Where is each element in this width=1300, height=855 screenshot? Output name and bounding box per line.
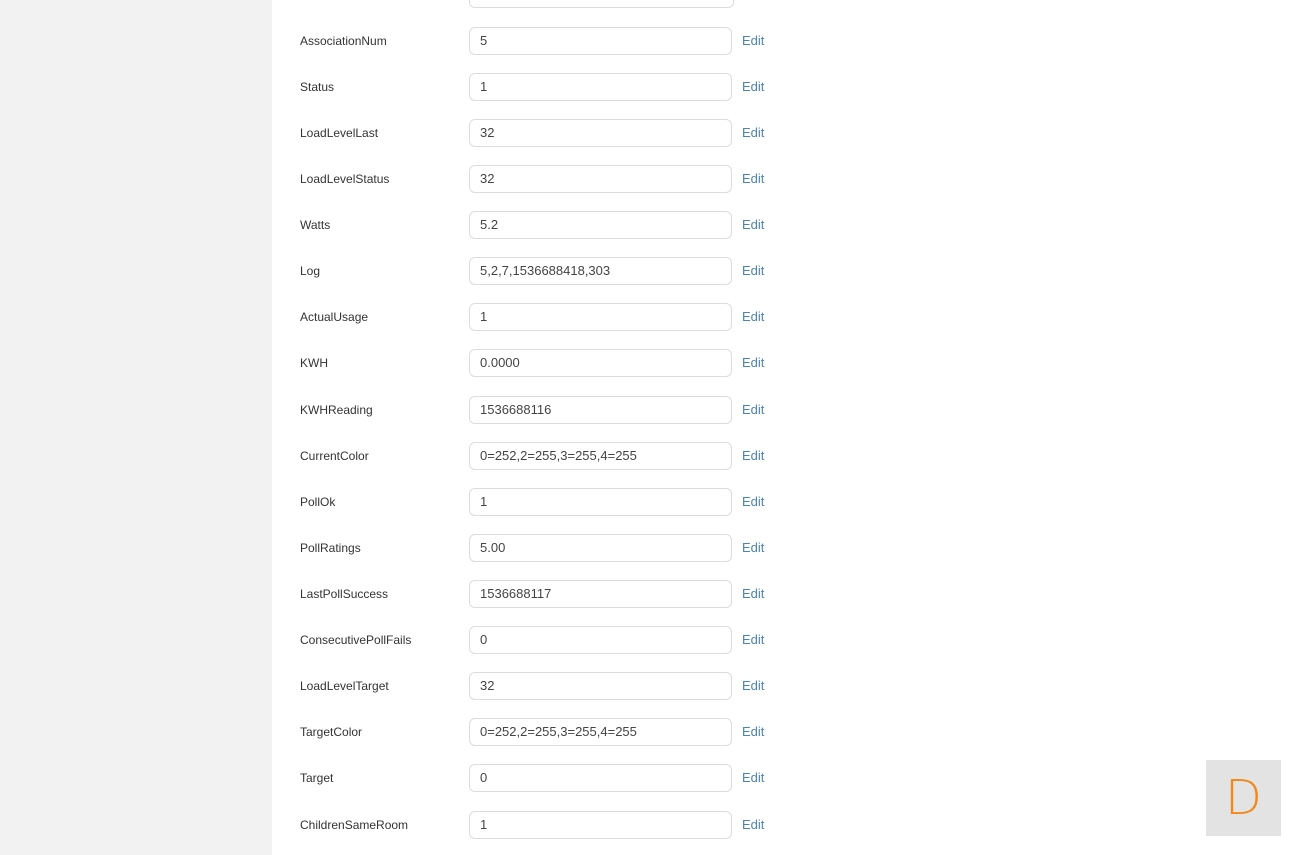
variable-value-input[interactable]: [469, 672, 732, 700]
variable-row: [300, 257, 780, 285]
variable-row: [300, 764, 780, 792]
variable-value-input[interactable]: [469, 626, 732, 654]
edit-link[interactable]: Edit: [742, 724, 765, 739]
d-logo-badge[interactable]: [1206, 760, 1281, 836]
variable-value-input[interactable]: [469, 580, 732, 608]
variable-label: Status: [300, 80, 335, 94]
variable-label: KWHReading: [300, 403, 373, 417]
partial-value-input[interactable]: [469, 0, 734, 8]
variable-row: [300, 396, 780, 424]
variable-value-input[interactable]: [469, 396, 732, 424]
variable-row: [300, 442, 780, 470]
variable-value-input[interactable]: [469, 119, 732, 147]
variable-label: LastPollSuccess: [300, 587, 389, 601]
variable-row: [300, 73, 780, 101]
edit-link[interactable]: Edit: [742, 263, 765, 278]
variable-label: Log: [300, 264, 321, 278]
edit-link[interactable]: Edit: [742, 217, 765, 232]
variable-value-input[interactable]: [469, 211, 732, 239]
d-logo-icon: D: [1225, 770, 1262, 826]
variable-label: LoadLevelStatus: [300, 172, 390, 186]
edit-link[interactable]: Edit: [742, 79, 765, 94]
variable-row: [300, 349, 780, 377]
edit-link[interactable]: Edit: [742, 540, 765, 555]
variable-label: ActualUsage: [300, 310, 369, 324]
variable-value-input[interactable]: [469, 718, 732, 746]
variable-row: [300, 27, 780, 55]
variable-value-input[interactable]: [469, 811, 732, 839]
variable-label: LoadLevelTarget: [300, 679, 389, 693]
variable-row: [300, 211, 780, 239]
variable-label: AssociationNum: [300, 34, 387, 48]
variable-value-input[interactable]: [469, 488, 732, 516]
edit-link[interactable]: Edit: [742, 448, 765, 463]
edit-link[interactable]: Edit: [742, 402, 765, 417]
variable-row: [300, 119, 780, 147]
edit-link[interactable]: Edit: [742, 586, 765, 601]
edit-link[interactable]: Edit: [742, 678, 765, 693]
variable-label: ChildrenSameRoom: [300, 818, 409, 832]
variable-label: ConsecutivePollFails: [300, 633, 412, 647]
variable-label: KWH: [300, 356, 328, 370]
variable-row: [300, 811, 780, 839]
variable-label: LoadLevelLast: [300, 126, 379, 140]
variable-row: [300, 165, 780, 193]
variable-row: [300, 534, 780, 562]
edit-link[interactable]: Edit: [742, 817, 765, 832]
edit-link[interactable]: Edit: [742, 171, 765, 186]
variable-label: Watts: [300, 218, 331, 232]
variable-label: CurrentColor: [300, 449, 369, 463]
variable-value-input[interactable]: [469, 764, 732, 792]
variable-value-input[interactable]: [469, 27, 732, 55]
variable-row: [300, 488, 780, 516]
left-panel: [0, 0, 272, 855]
edit-link[interactable]: Edit: [742, 494, 765, 509]
variable-value-input[interactable]: [469, 73, 732, 101]
variable-label: PollOk: [300, 495, 336, 509]
variable-row: [300, 303, 780, 331]
edit-link[interactable]: Edit: [742, 632, 765, 647]
variable-value-input[interactable]: [469, 303, 732, 331]
variable-value-input[interactable]: [469, 165, 732, 193]
edit-link[interactable]: Edit: [742, 770, 765, 785]
edit-link[interactable]: Edit: [742, 125, 765, 140]
variable-label: Target: [300, 771, 334, 785]
edit-link[interactable]: Edit: [742, 33, 765, 48]
edit-link[interactable]: Edit: [742, 355, 765, 370]
variable-label: TargetColor: [300, 725, 363, 739]
variable-row: [300, 580, 780, 608]
variable-row: [300, 718, 780, 746]
variable-label: PollRatings: [300, 541, 361, 555]
variable-value-input[interactable]: [469, 534, 732, 562]
variable-value-input[interactable]: [469, 442, 732, 470]
variable-value-input[interactable]: [469, 349, 732, 377]
variable-row: [300, 626, 780, 654]
variable-value-input[interactable]: [469, 257, 732, 285]
variable-row: [300, 672, 780, 700]
edit-link[interactable]: Edit: [742, 309, 765, 324]
